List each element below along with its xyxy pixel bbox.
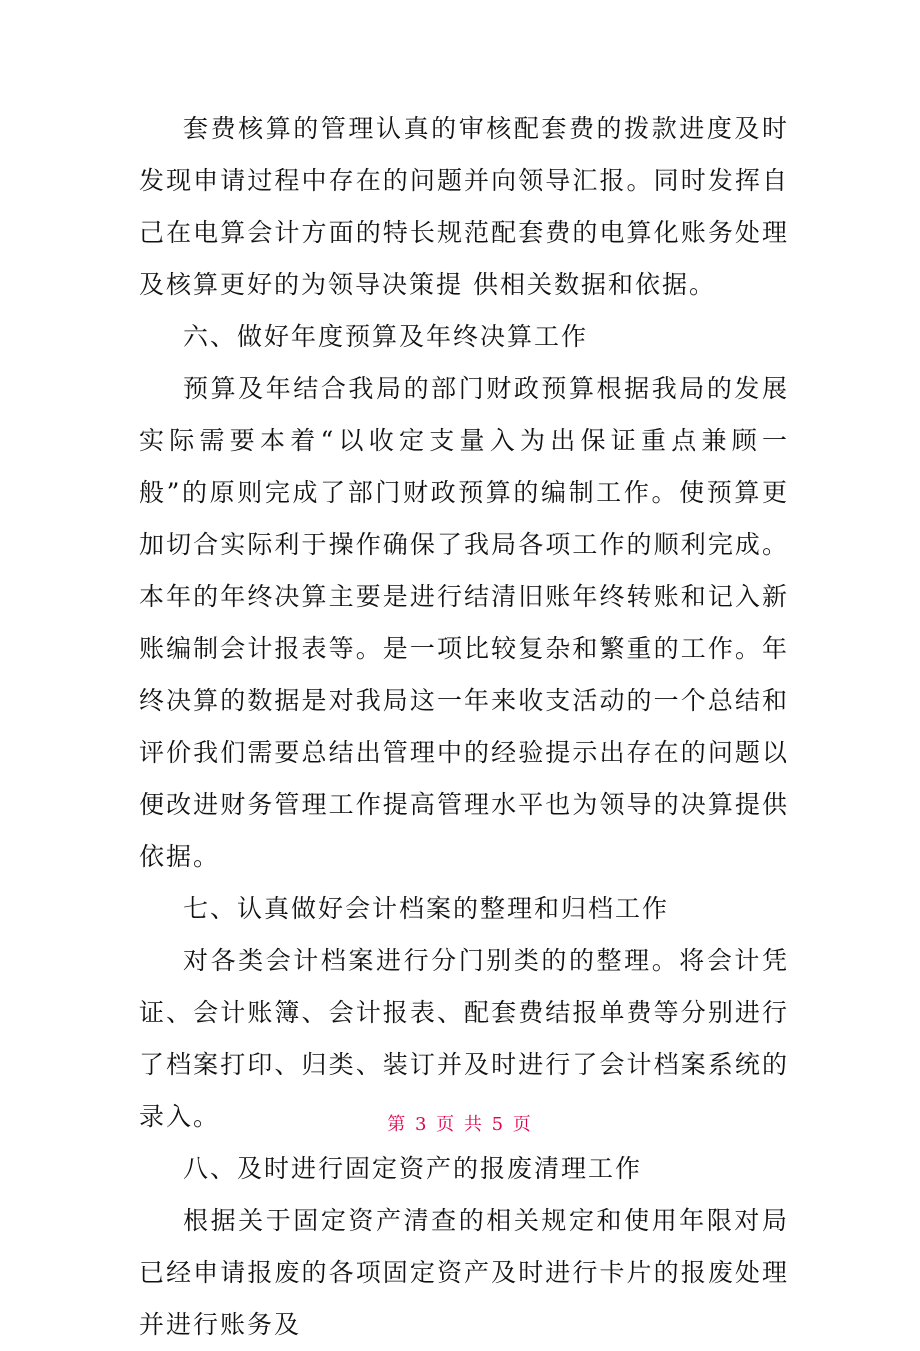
page-number-footer: 第 3 页 共 5 页	[387, 1114, 533, 1135]
section-heading-6: 六、做好年度预算及年终决算工作	[183, 322, 589, 351]
document-body	[139, 103, 789, 1351]
paragraph-archives: 对各类会计档案进行分门别类的的整理。将会计凭证、会计账簿、会计报表、配套费结报单费等分别进行了档案打印、归类、装订并及时进行了会计档案系统的录入。	[139, 946, 789, 1131]
section-heading-8: 八、及时进行固定资产的报废清理工作	[183, 1154, 643, 1183]
paragraph-annual-budget: 预算及年结合我局的部门财政预算根据我局的发展实际需要本着“以收定支量入为出保证重点兼顾一般”的原则完成了部门财政预算的编制工作。使预算更加切合实际利于操作确保了我局各项工作的顺利完成。本年的年终决算主要是进行结清旧账年终转账和记入新账编制会计报表等。是一项比较复杂和繁重的工作。年终决算的数据是对我局这一年来收支活动的一个总结和评价我们需要总结出管理中的经验提示出存在的问题以便改进财务管理工作提高管理水平也为领导的决算提供依据。	[139, 374, 789, 871]
section-heading-7: 七、认真做好会计档案的整理和归档工作	[183, 894, 670, 923]
paragraph-budget-review: 套费核算的管理认真的审核配套费的拨款进度及时发现申请过程中存在的问题并向领导汇报。同时发挥自己在电算会计方面的特长规范配套费的电算化账务处理及核算更好的为领导决策提 供相关数据和依据。	[139, 114, 789, 299]
paragraph-fixed-assets: 根据关于固定资产清查的相关规定和使用年限对局已经申请报废的各项固定资产及时进行卡片的报废处理并进行账务及	[139, 1206, 789, 1339]
